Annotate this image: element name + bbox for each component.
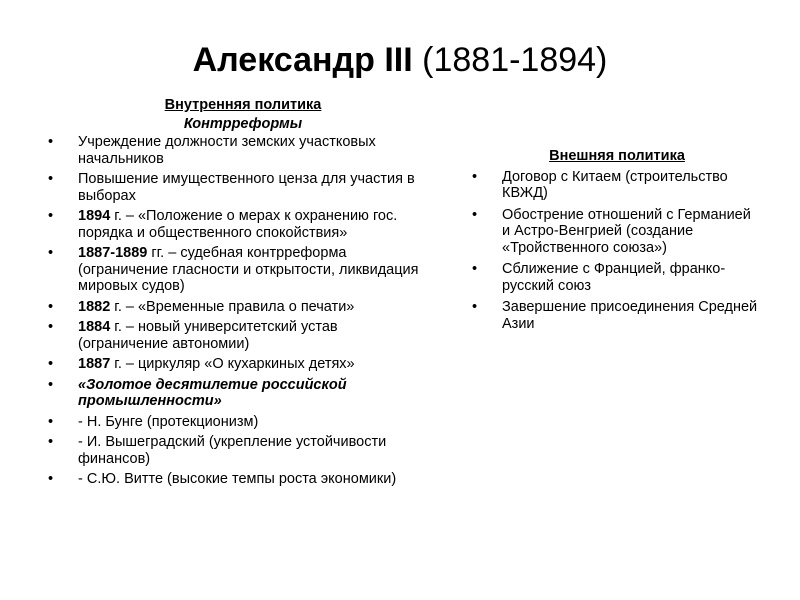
internal-policy-column: [48, 97, 428, 492]
bullet-icon: •: [48, 376, 54, 393]
internal-policy-heading: Внутренняя политика: [164, 97, 322, 113]
list-item: • 1887-1889 гг. – судебная контрреформа (ограничение гласности и открытости, ликвидация мировых судов): [48, 245, 419, 294]
list-item: • 1882 г. – «Временные правила о печати»: [48, 298, 355, 315]
counter-reforms-subheading: Контрреформы: [183, 115, 303, 132]
list-item: • Завершение присоединения Средней Азии: [472, 299, 758, 332]
bullet-icon: •: [472, 299, 478, 315]
list-item: • 1894 г. – «Положение о мерах к охранению гос. порядка и общественного спокойствия»: [48, 208, 398, 241]
bullet-icon: •: [48, 319, 54, 335]
bullet-icon: •: [48, 208, 54, 224]
bullet-icon: •: [48, 134, 54, 150]
list-item: • Учреждение должности земских участковых начальников: [48, 134, 376, 167]
bullet-icon: •: [472, 206, 478, 223]
bullet-icon: •: [472, 168, 478, 185]
bullet-icon: •: [48, 413, 54, 430]
list-item: • Договор с Китаем (строительство КВЖД): [472, 168, 728, 201]
bullet-icon: •: [48, 356, 54, 372]
title-name: Александр III: [192, 41, 413, 79]
list-item: • - И. Вышеградский (укрепление устойчивости финансов): [48, 434, 387, 467]
title-years: (1881-1894): [422, 41, 608, 79]
list-item: • «Золотое десятилетие российской промышленности»: [48, 376, 347, 409]
internal-policy-list: [48, 134, 428, 488]
bullet-icon: •: [48, 471, 54, 487]
list-item: • 1887 г. – циркуляр «О кухаркиных детях»: [48, 356, 355, 372]
list-item: • Сближение с Францией, франко-русский союз: [472, 261, 726, 294]
external-policy-heading: Внешняя политика: [549, 148, 685, 164]
list-item: • Обострение отношений с Германией и Астро-Венгрией (создание «Тройственного союза»): [472, 206, 751, 256]
external-policy-column: [472, 148, 762, 337]
list-item: • - Н. Бунге (протекционизм): [48, 413, 259, 430]
bullet-icon: •: [48, 171, 54, 187]
slide-title: [0, 40, 800, 80]
external-policy-list: [472, 169, 762, 333]
list-item: • Повышение имущественного ценза для участия в выборах: [48, 171, 415, 204]
bullet-icon: •: [472, 261, 478, 277]
bullet-icon: •: [48, 245, 54, 261]
bullet-icon: •: [48, 298, 54, 315]
bullet-icon: •: [48, 434, 54, 450]
list-item: • 1884 г. – новый университетский устав (ограничение автономии): [48, 319, 338, 352]
list-item: • - С.Ю. Витте (высокие темпы роста экономики): [48, 471, 397, 487]
